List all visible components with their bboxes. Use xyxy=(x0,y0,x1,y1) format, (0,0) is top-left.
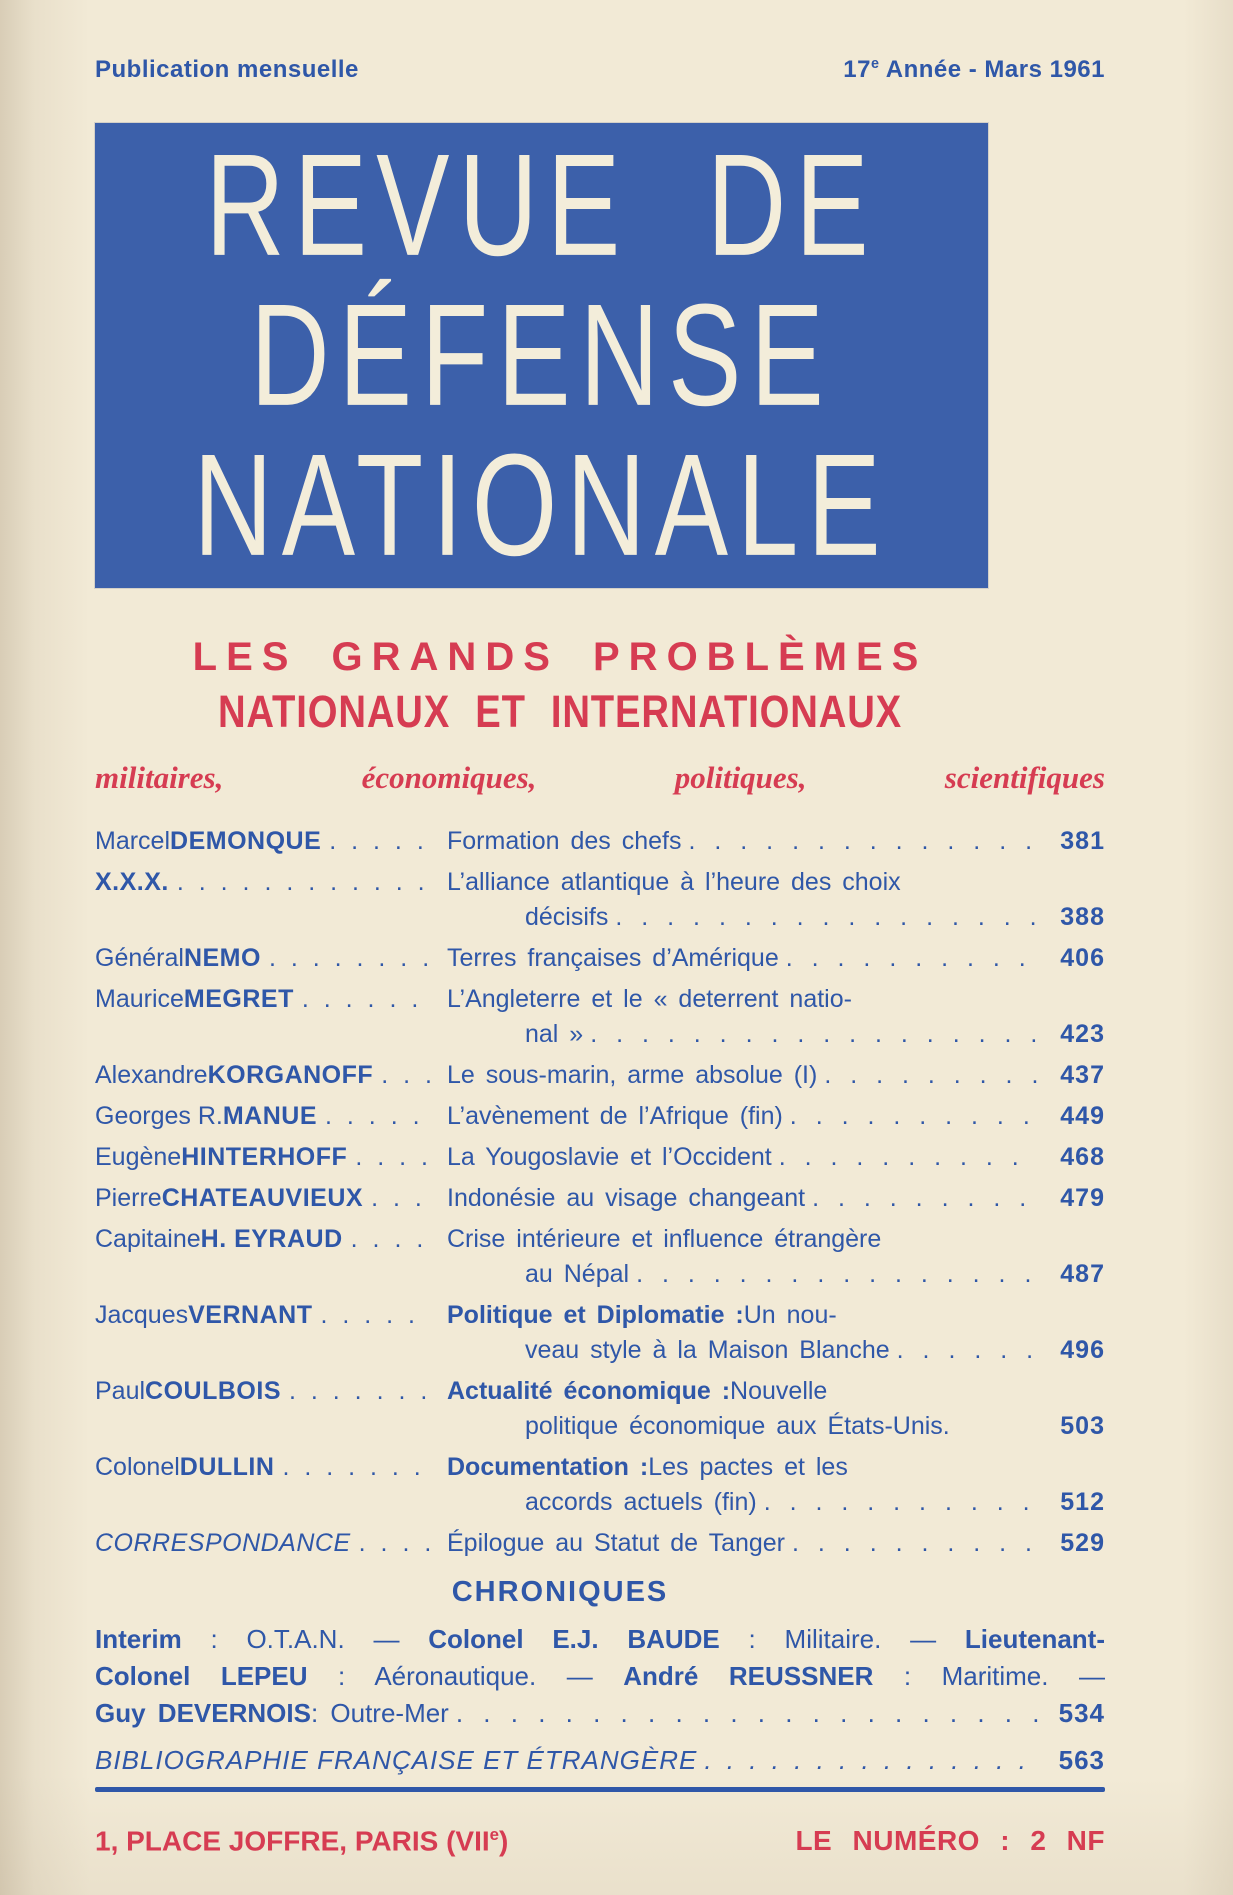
bibliography-row xyxy=(95,1742,1105,1778)
toc-row xyxy=(95,824,1105,859)
author-name: VERNANT xyxy=(188,1301,313,1329)
title-segment: Colonel E.J. BAUDE xyxy=(428,1624,720,1654)
author-name: CORRESPONDANCE xyxy=(95,1529,351,1557)
dot-leader xyxy=(320,1298,431,1333)
dot-leader xyxy=(636,1257,1039,1292)
toc-title xyxy=(447,1099,1105,1134)
title-segment: décisifs xyxy=(525,903,609,931)
title-segment: : Aéronautique. — xyxy=(307,1661,624,1691)
publication-frequency: Publication mensuelle xyxy=(95,56,359,83)
toc-row xyxy=(95,1526,1105,1561)
price-label: LE NUMÉRO : 2 NF xyxy=(795,1825,1105,1857)
chroniques-paragraph xyxy=(95,1621,1105,1732)
dot-leader xyxy=(371,1181,431,1216)
dot-leader xyxy=(790,1099,1039,1134)
title-segment: Actualité économique : xyxy=(447,1377,731,1405)
dot-leader xyxy=(779,1140,1039,1175)
title-segment: La Yougoslavie et l’Occident xyxy=(447,1143,772,1171)
author-prefix: Alexandre xyxy=(95,1061,208,1089)
subtitle-line-2: NATIONAUX ET INTERNATIONAUX xyxy=(217,686,903,737)
title-segment: Nouvelle xyxy=(730,1377,828,1405)
title-segment: : O.T.A.N. — xyxy=(181,1624,429,1654)
title-segment: Les pactes et les xyxy=(648,1453,848,1481)
toc-title-line xyxy=(447,1181,1105,1216)
tagline-word: scientifiques xyxy=(944,760,1105,795)
chroniques-line xyxy=(95,1621,1105,1658)
title-segment: politique économique aux États-Unis. xyxy=(525,1412,950,1440)
toc-author xyxy=(95,1374,447,1409)
title-segment: Colonel LEPEU xyxy=(95,1661,308,1691)
dot-leader xyxy=(689,824,1040,859)
title-segment: André REUSSNER xyxy=(623,1661,874,1691)
dot-leader xyxy=(786,941,1039,976)
subtitle-block xyxy=(95,632,1025,738)
page-number: 406 xyxy=(1060,944,1105,972)
dot-leader xyxy=(355,1140,431,1175)
toc-row xyxy=(95,1450,1105,1520)
title-segment: Interim xyxy=(95,1624,182,1654)
title-segment: Épilogue au Statut de Tanger xyxy=(447,1529,786,1557)
bibliography-label: BIBLIOGRAPHIE FRANÇAISE ET ÉTRANGÈRE xyxy=(95,1745,698,1775)
toc-title-line xyxy=(447,1374,1105,1409)
toc-author xyxy=(95,865,447,900)
toc-title xyxy=(447,941,1105,976)
toc-title xyxy=(447,1058,1105,1093)
toc-author xyxy=(95,1181,447,1216)
title-segment: Terres françaises d’Amérique xyxy=(447,944,779,972)
title-segment: au Népal xyxy=(525,1260,630,1288)
title-segment: nal » xyxy=(525,1020,584,1048)
publisher-address: 1, PLACE JOFFRE, PARIS (VIIe) xyxy=(95,1825,509,1857)
toc-row xyxy=(95,1140,1105,1175)
toc-title-line xyxy=(447,900,1105,935)
page-number: 479 xyxy=(1060,1184,1105,1212)
dot-leader xyxy=(590,1017,1039,1052)
footer xyxy=(95,1825,1105,1857)
toc-title xyxy=(447,982,1105,1052)
title-segment: L’Angleterre et le « deterrent natio- xyxy=(447,985,852,1013)
superscript-e: e xyxy=(870,56,880,72)
toc-title xyxy=(447,1450,1105,1520)
chroniques-heading: CHRONIQUES xyxy=(451,1576,669,1608)
dot-leader xyxy=(812,1181,1039,1216)
toc-title xyxy=(447,1526,1105,1561)
page-number: 381 xyxy=(1060,827,1105,855)
divider-rule xyxy=(95,1787,1105,1792)
title-segment: accords actuels (fin) xyxy=(525,1488,757,1516)
title-segment: Crise intérieure et influence étrangère xyxy=(447,1225,882,1253)
toc-author xyxy=(95,982,447,1017)
toc-row xyxy=(95,1058,1105,1093)
dot-leader xyxy=(359,1526,431,1561)
toc-title-line xyxy=(447,1450,1105,1485)
page-number: 563 xyxy=(1058,1745,1105,1775)
page-number: 503 xyxy=(1060,1412,1105,1440)
superscript-e: e xyxy=(489,1825,499,1844)
toc-title xyxy=(447,865,1105,935)
toc-title-line xyxy=(447,1140,1105,1175)
masthead-title-box xyxy=(95,123,988,588)
issue-info: 17e Année - Mars 1961 xyxy=(843,56,1105,83)
author-prefix: Jacques xyxy=(95,1301,189,1329)
toc-title xyxy=(447,1140,1105,1175)
masthead-line-3: NATIONALE xyxy=(193,423,890,587)
author-prefix: Capitaine xyxy=(95,1225,201,1253)
title-segment: L’alliance atlantique à l’heure des choix xyxy=(447,868,901,896)
author-name: KORGANOFF xyxy=(207,1061,374,1089)
tagline-word: économiques, xyxy=(361,760,537,795)
toc-title xyxy=(447,1374,1105,1444)
toc-title-line xyxy=(447,1058,1105,1093)
page-number: 534 xyxy=(1058,1698,1105,1728)
page-number: 437 xyxy=(1060,1061,1105,1089)
toc-row xyxy=(95,1298,1105,1368)
title-segment: Lieutenant- xyxy=(964,1624,1105,1654)
title-segment: Documentation : xyxy=(447,1453,649,1481)
toc-author xyxy=(95,1222,447,1257)
toc-title xyxy=(447,824,1105,859)
toc-title-line xyxy=(447,1222,1105,1257)
toc-row xyxy=(95,1181,1105,1216)
page-number: 388 xyxy=(1060,903,1105,931)
page-number: 468 xyxy=(1060,1143,1105,1171)
toc-title-line xyxy=(447,1017,1105,1052)
author-prefix: Paul xyxy=(95,1377,146,1405)
masthead-line-2: DÉFENSE xyxy=(250,273,833,437)
dot-leader xyxy=(704,1742,1039,1778)
page-number: 496 xyxy=(1060,1336,1105,1364)
toc-row xyxy=(95,941,1105,976)
toc-title-line xyxy=(447,1333,1105,1368)
toc-title-line xyxy=(447,941,1105,976)
dot-leader xyxy=(289,1374,431,1409)
title-segment: : Militaire. — xyxy=(719,1624,965,1654)
author-prefix: Général xyxy=(95,944,184,972)
author-name: H. EYRAUD xyxy=(200,1225,343,1253)
chroniques-heading-wrap xyxy=(95,1575,1025,1609)
toc-title-line xyxy=(447,1298,1105,1333)
toc-title-line xyxy=(447,1485,1105,1520)
toc-author xyxy=(95,1526,447,1561)
dot-leader xyxy=(897,1333,1039,1368)
toc-author xyxy=(95,1450,447,1485)
toc-title-line xyxy=(447,1526,1105,1561)
toc-author xyxy=(95,1099,447,1134)
subtitle-line-1: LES GRANDS PROBLÈMES xyxy=(192,635,928,679)
toc-title xyxy=(447,1181,1105,1216)
author-name: COULBOIS xyxy=(145,1377,281,1405)
author-prefix: Eugène xyxy=(95,1143,182,1171)
dot-leader xyxy=(325,1099,431,1134)
page-number: 449 xyxy=(1060,1102,1105,1130)
toc-row xyxy=(95,982,1105,1052)
toc-title-line xyxy=(447,1257,1105,1292)
dot-leader xyxy=(792,1526,1039,1561)
author-name: NEMO xyxy=(183,944,261,972)
author-name: CHATEAUVIEUX xyxy=(161,1184,364,1212)
dot-leader xyxy=(456,1695,1039,1732)
page-number: 487 xyxy=(1060,1260,1105,1288)
toc-title-line xyxy=(447,865,1105,900)
title-segment: : Maritime. — xyxy=(873,1661,1105,1691)
dot-leader xyxy=(329,824,431,859)
dot-leader xyxy=(615,900,1039,935)
title-segment: L’avènement de l’Afrique (fin) xyxy=(447,1102,783,1130)
author-name: MANUE xyxy=(222,1102,318,1130)
dot-leader xyxy=(282,1450,431,1485)
title-segment: Le sous-marin, arme absolue (I) xyxy=(447,1061,818,1089)
toc-author xyxy=(95,1058,447,1093)
toc-author xyxy=(95,1140,447,1175)
toc-title-line xyxy=(447,1099,1105,1134)
toc-author xyxy=(95,824,447,859)
toc-row xyxy=(95,865,1105,935)
dot-leader xyxy=(824,1058,1039,1093)
author-name: HINTERHOFF xyxy=(181,1143,348,1171)
page-number: 512 xyxy=(1060,1488,1105,1516)
dot-leader xyxy=(381,1058,431,1093)
author-prefix: Pierre xyxy=(95,1184,162,1212)
page-number: 423 xyxy=(1060,1020,1105,1048)
toc-title xyxy=(447,1222,1105,1292)
author-name: DULLIN xyxy=(179,1453,275,1481)
author-prefix: Maurice xyxy=(95,985,184,1013)
title-segment: : Outre-Mer xyxy=(310,1698,449,1728)
top-header xyxy=(95,56,1105,84)
author-name: X.X.X. xyxy=(95,868,169,896)
toc-title-line xyxy=(447,824,1105,859)
toc-row xyxy=(95,1222,1105,1292)
author-prefix: Colonel xyxy=(95,1453,180,1481)
table-of-contents xyxy=(95,824,1105,1561)
title-segment: Indonésie au visage changeant xyxy=(447,1184,806,1212)
author-prefix: Marcel xyxy=(95,827,171,855)
title-segment: Un nou- xyxy=(743,1301,837,1329)
tagline-word: politiques, xyxy=(674,760,807,795)
toc-title-line xyxy=(447,1409,1105,1444)
author-name: DEMONQUE xyxy=(170,827,322,855)
dot-leader xyxy=(177,865,431,900)
toc-title xyxy=(447,1298,1105,1368)
chroniques-line xyxy=(95,1658,1105,1695)
tagline-word: militaires, xyxy=(95,760,224,795)
title-segment: Guy DEVERNOIS xyxy=(95,1698,311,1728)
dot-leader xyxy=(269,941,431,976)
dot-leader xyxy=(764,1485,1039,1520)
masthead-line-1: REVUE DE xyxy=(205,123,878,287)
tagline xyxy=(95,758,1105,798)
dot-leader xyxy=(351,1222,431,1257)
toc-title-line xyxy=(447,982,1105,1017)
toc-author xyxy=(95,1298,447,1333)
dot-leader xyxy=(302,982,431,1017)
author-name: MEGRET xyxy=(183,985,294,1013)
toc-author xyxy=(95,941,447,976)
author-prefix: Georges R. xyxy=(95,1102,223,1130)
chroniques-line xyxy=(95,1695,1105,1732)
toc-row xyxy=(95,1099,1105,1134)
title-segment: veau style à la Maison Blanche xyxy=(525,1336,890,1364)
title-segment: Formation des chefs xyxy=(447,827,682,855)
page-number: 529 xyxy=(1060,1529,1105,1557)
title-segment: Politique et Diplomatie : xyxy=(447,1301,744,1329)
toc-row xyxy=(95,1374,1105,1444)
